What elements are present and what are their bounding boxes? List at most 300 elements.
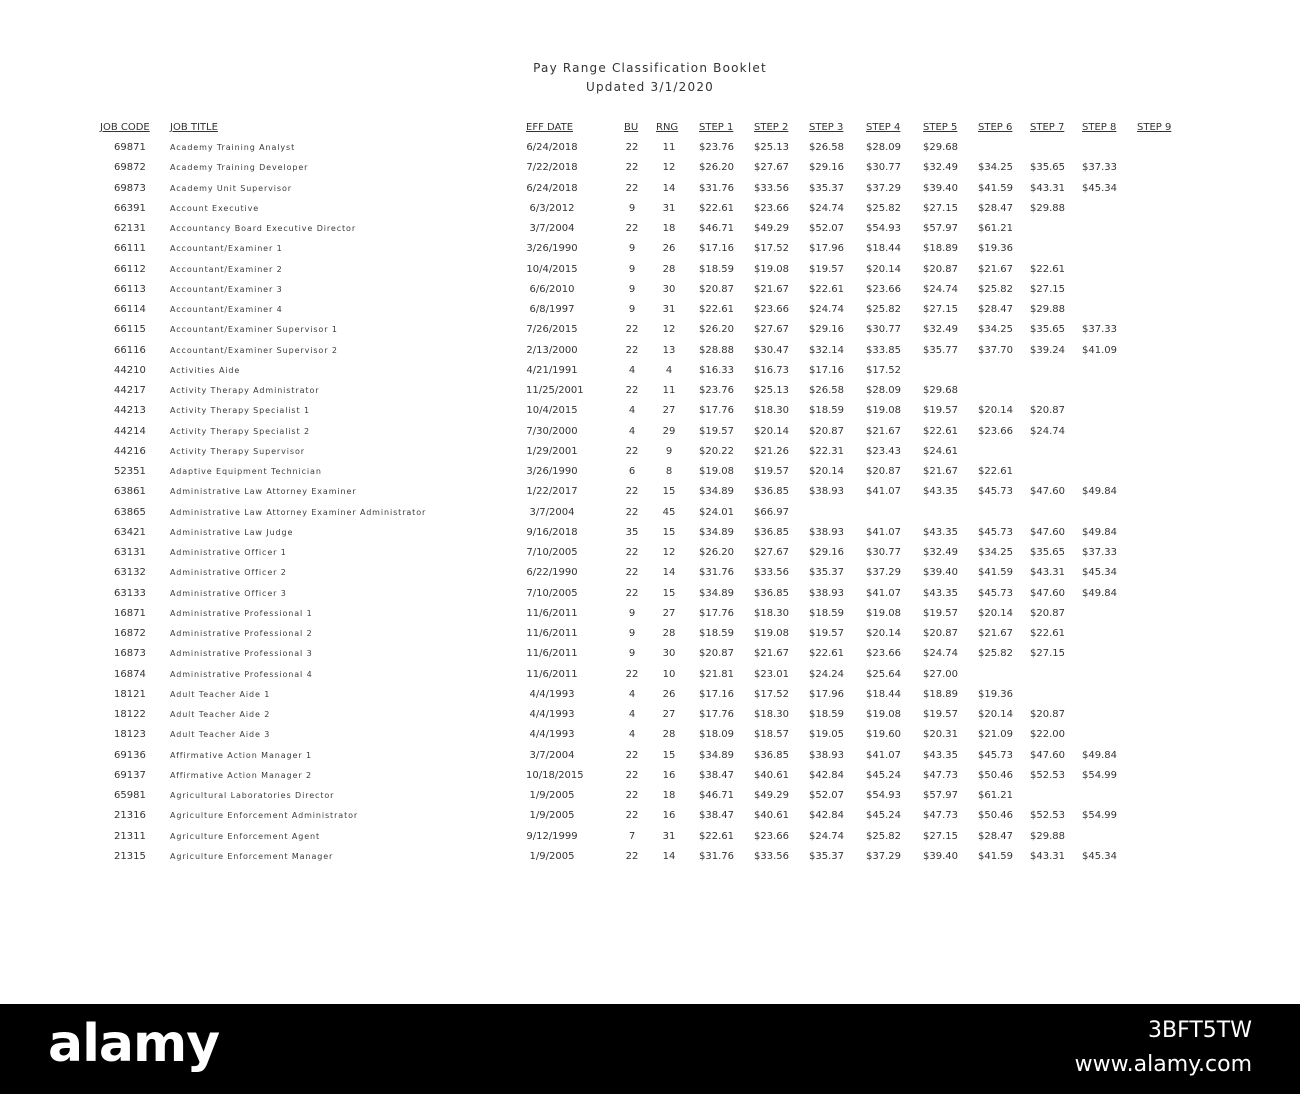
cell-step-1: $18.59: [699, 628, 734, 639]
cell-rng: 45: [662, 507, 676, 518]
cell-bu: 22: [625, 547, 639, 558]
cell-eff-date: 6/3/2012: [529, 203, 575, 214]
cell-step-5: $27.00: [923, 669, 958, 680]
cell-step-8: $45.34: [1082, 851, 1117, 862]
cell-step-7: $35.65: [1030, 324, 1065, 335]
cell-step-1: $34.89: [699, 588, 734, 599]
cell-step-6: $20.14: [978, 608, 1013, 619]
watermark-url: www.alamy.com: [1074, 1052, 1252, 1077]
cell-step-2: $20.14: [754, 426, 789, 437]
cell-step-2: $27.67: [754, 547, 789, 558]
cell-step-8: $49.84: [1082, 750, 1117, 761]
cell-step-4: $21.67: [866, 426, 901, 437]
cell-eff-date: 11/6/2011: [526, 628, 578, 639]
cell-step-7: $22.61: [1030, 628, 1065, 639]
cell-job-title: Adult Teacher Aide 1: [170, 690, 271, 699]
cell-step-7: $52.53: [1030, 810, 1065, 821]
cell-step-4: $19.60: [866, 729, 901, 740]
cell-bu: 4: [628, 426, 636, 437]
cell-step-5: $22.61: [923, 426, 958, 437]
cell-step-4: $25.64: [866, 669, 901, 680]
cell-eff-date: 1/22/2017: [526, 486, 578, 497]
cell-job-title: Accountancy Board Executive Director: [170, 224, 357, 233]
cell-step-5: $39.40: [923, 851, 958, 862]
cell-step-5: $27.15: [923, 304, 958, 315]
cell-rng: 18: [662, 223, 676, 234]
cell-bu: 9: [628, 284, 636, 295]
cell-job-title: Administrative Professional 2: [170, 629, 313, 638]
cell-bu: 22: [625, 324, 639, 335]
cell-job-title: Activity Therapy Administrator: [170, 386, 320, 395]
cell-rng: 28: [662, 264, 676, 275]
cell-step-7: $43.31: [1030, 183, 1065, 194]
cell-eff-date: 3/26/1990: [526, 466, 578, 477]
cell-step-5: $19.57: [923, 709, 958, 720]
cell-step-6: $28.47: [978, 304, 1013, 315]
cell-step-3: $18.59: [809, 608, 844, 619]
cell-step-5: $35.77: [923, 345, 958, 356]
cell-step-5: $20.31: [923, 729, 958, 740]
cell-step-5: $32.49: [923, 324, 958, 335]
cell-bu: 22: [625, 790, 639, 801]
cell-rng: 18: [662, 790, 676, 801]
image-id: 3BFT5TW: [1148, 1018, 1252, 1043]
cell-step-7: $29.88: [1030, 831, 1065, 842]
cell-step-7: $47.60: [1030, 588, 1065, 599]
cell-job-code: 62131: [114, 223, 146, 234]
cell-step-3: $18.59: [809, 405, 844, 416]
cell-step-7: $47.60: [1030, 486, 1065, 497]
cell-step-4: $45.24: [866, 810, 901, 821]
cell-step-1: $34.89: [699, 486, 734, 497]
cell-step-2: $40.61: [754, 810, 789, 821]
cell-step-6: $37.70: [978, 345, 1013, 356]
cell-step-2: $66.97: [754, 507, 789, 518]
cell-step-2: $36.85: [754, 588, 789, 599]
column-header-step-4: STEP 4: [866, 122, 901, 133]
cell-job-code: 66111: [114, 243, 146, 254]
cell-bu: 4: [628, 709, 636, 720]
cell-step-8: $49.84: [1082, 588, 1117, 599]
cell-step-4: $54.93: [866, 790, 901, 801]
cell-bu: 9: [628, 304, 636, 315]
cell-rng: 12: [662, 324, 676, 335]
cell-step-4: $45.24: [866, 770, 901, 781]
cell-step-3: $38.93: [809, 527, 844, 538]
cell-step-6: $45.73: [978, 527, 1013, 538]
cell-step-4: $18.44: [866, 243, 901, 254]
column-header-step-8: STEP 8: [1082, 122, 1117, 133]
cell-step-7: $22.61: [1030, 264, 1065, 275]
cell-step-3: $52.07: [809, 223, 844, 234]
cell-job-title: Affirmative Action Manager 2: [170, 771, 312, 780]
cell-rng: 28: [662, 729, 676, 740]
cell-step-5: $32.49: [923, 162, 958, 173]
cell-step-2: $36.85: [754, 750, 789, 761]
cell-step-5: $47.73: [923, 770, 958, 781]
cell-eff-date: 3/26/1990: [526, 243, 578, 254]
cell-step-5: $20.87: [923, 264, 958, 275]
cell-job-title: Administrative Professional 1: [170, 609, 313, 618]
cell-step-5: $43.35: [923, 750, 958, 761]
cell-job-title: Academy Training Developer: [170, 163, 309, 172]
cell-step-6: $50.46: [978, 810, 1013, 821]
cell-step-7: $52.53: [1030, 770, 1065, 781]
cell-rng: 15: [662, 750, 676, 761]
cell-job-code: 18123: [114, 729, 146, 740]
cell-rng: 14: [662, 183, 676, 194]
cell-step-7: $24.74: [1030, 426, 1065, 437]
cell-step-2: $21.67: [754, 284, 789, 295]
column-header-step-1: STEP 1: [699, 122, 734, 133]
cell-rng: 26: [662, 243, 676, 254]
cell-rng: 26: [662, 689, 676, 700]
cell-bu: 22: [625, 770, 639, 781]
cell-step-4: $20.87: [866, 466, 901, 477]
cell-step-7: $20.87: [1030, 608, 1065, 619]
cell-step-6: $41.59: [978, 183, 1013, 194]
cell-step-1: $17.76: [699, 405, 734, 416]
cell-bu: 9: [628, 628, 636, 639]
cell-step-3: $35.37: [809, 183, 844, 194]
cell-step-6: $28.47: [978, 831, 1013, 842]
cell-step-2: $19.08: [754, 264, 789, 275]
cell-step-8: $41.09: [1082, 345, 1117, 356]
cell-bu: 6: [628, 466, 636, 477]
cell-step-6: $21.67: [978, 264, 1013, 275]
cell-eff-date: 4/4/1993: [529, 689, 575, 700]
cell-step-4: $20.14: [866, 628, 901, 639]
column-header-step-9: STEP 9: [1137, 122, 1172, 133]
cell-rng: 4: [665, 365, 673, 376]
cell-step-3: $52.07: [809, 790, 844, 801]
cell-bu: 4: [628, 729, 636, 740]
cell-job-code: 66116: [114, 345, 146, 356]
cell-step-1: $24.01: [699, 507, 734, 518]
cell-bu: 22: [625, 851, 639, 862]
cell-rng: 27: [662, 608, 676, 619]
column-header-step-7: STEP 7: [1030, 122, 1065, 133]
cell-step-1: $17.16: [699, 243, 734, 254]
cell-bu: 9: [628, 648, 636, 659]
cell-bu: 22: [625, 223, 639, 234]
cell-job-title: Activities Aide: [170, 366, 241, 375]
cell-job-code: 63861: [114, 486, 146, 497]
column-header-eff-date: EFF DATE: [526, 122, 574, 133]
cell-bu: 22: [625, 486, 639, 497]
cell-step-5: $24.74: [923, 284, 958, 295]
cell-eff-date: 1/9/2005: [529, 790, 575, 801]
cell-step-2: $33.56: [754, 183, 789, 194]
cell-step-7: $29.88: [1030, 304, 1065, 315]
cell-step-6: $34.25: [978, 162, 1013, 173]
column-header-job-code: JOB CODE: [100, 122, 150, 133]
cell-rng: 12: [662, 162, 676, 173]
cell-eff-date: 3/7/2004: [529, 507, 575, 518]
cell-step-6: $45.73: [978, 486, 1013, 497]
cell-bu: 22: [625, 142, 639, 153]
cell-rng: 29: [662, 426, 676, 437]
cell-step-5: $39.40: [923, 567, 958, 578]
cell-bu: 22: [625, 750, 639, 761]
cell-step-1: $23.76: [699, 385, 734, 396]
cell-job-title: Accountant/Examiner 4: [170, 305, 283, 314]
cell-eff-date: 9/12/1999: [526, 831, 578, 842]
cell-step-1: $23.76: [699, 142, 734, 153]
page-subtitle: Updated 3/1/2020: [586, 80, 714, 94]
cell-step-3: $20.14: [809, 466, 844, 477]
cell-bu: 22: [625, 567, 639, 578]
cell-job-code: 18122: [114, 709, 146, 720]
cell-step-3: $29.16: [809, 162, 844, 173]
cell-rng: 15: [662, 588, 676, 599]
cell-job-code: 69872: [114, 162, 146, 173]
cell-job-code: 66115: [114, 324, 146, 335]
cell-rng: 28: [662, 628, 676, 639]
column-header-rng: RNG: [656, 122, 679, 133]
cell-step-2: $49.29: [754, 223, 789, 234]
cell-step-2: $25.13: [754, 142, 789, 153]
cell-step-2: $18.30: [754, 608, 789, 619]
cell-job-code: 44216: [114, 446, 146, 457]
cell-step-3: $17.96: [809, 243, 844, 254]
cell-step-6: $50.46: [978, 770, 1013, 781]
cell-step-1: $19.08: [699, 466, 734, 477]
cell-step-5: $24.74: [923, 648, 958, 659]
cell-step-5: $43.35: [923, 588, 958, 599]
cell-eff-date: 7/10/2005: [526, 588, 578, 599]
cell-rng: 27: [662, 405, 676, 416]
cell-step-4: $41.07: [866, 527, 901, 538]
cell-bu: 9: [628, 203, 636, 214]
cell-bu: 4: [628, 365, 636, 376]
cell-step-5: $18.89: [923, 689, 958, 700]
cell-job-code: 69136: [114, 750, 146, 761]
cell-eff-date: 3/7/2004: [529, 750, 575, 761]
column-header-step-5: STEP 5: [923, 122, 958, 133]
cell-job-code: 44213: [114, 405, 146, 416]
cell-step-2: $23.66: [754, 203, 789, 214]
cell-step-3: $17.16: [809, 365, 844, 376]
cell-step-1: $22.61: [699, 831, 734, 842]
cell-step-2: $21.26: [754, 446, 789, 457]
cell-rng: 8: [665, 466, 673, 477]
cell-step-1: $46.71: [699, 223, 734, 234]
cell-job-title: Activity Therapy Supervisor: [170, 447, 305, 456]
cell-step-3: $26.58: [809, 385, 844, 396]
cell-step-3: $38.93: [809, 486, 844, 497]
cell-job-code: 69873: [114, 183, 146, 194]
cell-step-6: $21.67: [978, 628, 1013, 639]
cell-step-4: $19.08: [866, 405, 901, 416]
cell-step-4: $23.66: [866, 284, 901, 295]
cell-step-2: $36.85: [754, 527, 789, 538]
cell-step-1: $31.76: [699, 851, 734, 862]
cell-job-code: 16874: [114, 669, 146, 680]
cell-bu: 9: [628, 608, 636, 619]
cell-bu: 9: [628, 243, 636, 254]
cell-eff-date: 1/9/2005: [529, 810, 575, 821]
cell-step-6: $23.66: [978, 426, 1013, 437]
cell-rng: 31: [662, 203, 676, 214]
cell-job-code: 16873: [114, 648, 146, 659]
cell-step-4: $41.07: [866, 588, 901, 599]
cell-step-8: $37.33: [1082, 324, 1117, 335]
cell-step-1: $38.47: [699, 810, 734, 821]
cell-step-5: $47.73: [923, 810, 958, 821]
cell-rng: 13: [662, 345, 676, 356]
cell-step-4: $30.77: [866, 324, 901, 335]
cell-step-3: $22.61: [809, 284, 844, 295]
cell-bu: 22: [625, 183, 639, 194]
cell-step-3: $24.74: [809, 304, 844, 315]
cell-step-5: $27.15: [923, 831, 958, 842]
cell-eff-date: 6/24/2018: [526, 183, 578, 194]
cell-job-code: 69871: [114, 142, 146, 153]
cell-job-title: Agricultural Laboratories Director: [170, 791, 335, 800]
cell-step-4: $25.82: [866, 203, 901, 214]
cell-step-7: $39.24: [1030, 345, 1065, 356]
cell-step-6: $19.36: [978, 243, 1013, 254]
cell-rng: 31: [662, 831, 676, 842]
cell-step-1: $18.09: [699, 729, 734, 740]
alamy-logo: alamy: [48, 1014, 220, 1074]
cell-step-1: $22.61: [699, 304, 734, 315]
cell-step-6: $34.25: [978, 324, 1013, 335]
cell-rng: 16: [662, 810, 676, 821]
cell-step-5: $32.49: [923, 547, 958, 558]
column-header-job-title: JOB TITLE: [170, 122, 218, 133]
cell-step-5: $19.57: [923, 608, 958, 619]
cell-step-4: $30.77: [866, 162, 901, 173]
cell-step-7: $20.87: [1030, 405, 1065, 416]
cell-step-6: $21.09: [978, 729, 1013, 740]
cell-job-title: Adult Teacher Aide 3: [170, 730, 271, 739]
cell-step-6: $19.36: [978, 689, 1013, 700]
cell-step-1: $17.76: [699, 608, 734, 619]
cell-step-8: $45.34: [1082, 567, 1117, 578]
cell-step-4: $41.07: [866, 486, 901, 497]
cell-step-7: $35.65: [1030, 162, 1065, 173]
cell-job-title: Administrative Professional 4: [170, 670, 313, 679]
cell-step-2: $33.56: [754, 567, 789, 578]
cell-rng: 14: [662, 567, 676, 578]
column-header-step-2: STEP 2: [754, 122, 789, 133]
cell-job-code: 66113: [114, 284, 146, 295]
cell-rng: 30: [662, 648, 676, 659]
cell-step-1: $17.76: [699, 709, 734, 720]
cell-step-4: $37.29: [866, 567, 901, 578]
cell-rng: 27: [662, 709, 676, 720]
cell-step-7: $47.60: [1030, 527, 1065, 538]
cell-step-6: $45.73: [978, 588, 1013, 599]
cell-rng: 16: [662, 770, 676, 781]
cell-step-2: $23.66: [754, 831, 789, 842]
cell-job-code: 66391: [114, 203, 146, 214]
cell-job-code: 66114: [114, 304, 146, 315]
cell-step-2: $19.57: [754, 466, 789, 477]
cell-job-code: 63132: [114, 567, 146, 578]
cell-eff-date: 3/7/2004: [529, 223, 575, 234]
cell-step-5: $21.67: [923, 466, 958, 477]
cell-step-4: $23.66: [866, 648, 901, 659]
cell-step-2: $23.66: [754, 304, 789, 315]
cell-step-7: $47.60: [1030, 750, 1065, 761]
cell-step-3: $38.93: [809, 588, 844, 599]
cell-bu: 4: [628, 689, 636, 700]
cell-rng: 10: [662, 669, 676, 680]
cell-job-title: Accountant/Examiner Supervisor 1: [170, 325, 338, 334]
cell-job-title: Agriculture Enforcement Administrator: [170, 811, 359, 820]
cell-job-title: Agriculture Enforcement Agent: [170, 832, 321, 841]
page-title: Pay Range Classification Booklet: [533, 61, 767, 75]
cell-step-1: $46.71: [699, 790, 734, 801]
cell-job-title: Academy Training Analyst: [170, 143, 296, 152]
cell-step-3: $26.58: [809, 142, 844, 153]
cell-step-3: $24.74: [809, 831, 844, 842]
cell-step-3: $32.14: [809, 345, 844, 356]
cell-step-5: $18.89: [923, 243, 958, 254]
cell-job-code: 63421: [114, 527, 146, 538]
cell-step-3: $18.59: [809, 709, 844, 720]
cell-step-8: $37.33: [1082, 162, 1117, 173]
cell-step-3: $24.24: [809, 669, 844, 680]
cell-job-title: Administrative Law Attorney Examiner Administrator: [170, 508, 427, 517]
cell-step-6: $34.25: [978, 547, 1013, 558]
cell-bu: 22: [625, 446, 639, 457]
cell-step-7: $43.31: [1030, 851, 1065, 862]
cell-job-code: 44217: [114, 385, 146, 396]
cell-step-2: $49.29: [754, 790, 789, 801]
cell-step-1: $19.57: [699, 426, 734, 437]
cell-step-3: $42.84: [809, 810, 844, 821]
cell-job-code: 63133: [114, 588, 146, 599]
cell-step-5: $43.35: [923, 527, 958, 538]
cell-step-4: $37.29: [866, 851, 901, 862]
cell-step-5: $29.68: [923, 142, 958, 153]
cell-eff-date: 7/10/2005: [526, 547, 578, 558]
cell-step-1: $26.20: [699, 324, 734, 335]
cell-step-2: $16.73: [754, 365, 789, 376]
cell-step-3: $20.87: [809, 426, 844, 437]
cell-step-1: $17.16: [699, 689, 734, 700]
cell-step-1: $20.22: [699, 446, 734, 457]
cell-job-title: Administrative Officer 3: [170, 589, 287, 598]
cell-step-1: $16.33: [699, 365, 734, 376]
cell-step-3: $35.37: [809, 567, 844, 578]
cell-step-6: $20.14: [978, 405, 1013, 416]
cell-step-2: $21.67: [754, 648, 789, 659]
cell-step-3: $19.57: [809, 264, 844, 275]
cell-job-code: 44210: [114, 365, 146, 376]
cell-step-7: $20.87: [1030, 709, 1065, 720]
cell-eff-date: 2/13/2000: [526, 345, 578, 356]
cell-step-6: $25.82: [978, 648, 1013, 659]
cell-job-title: Activity Therapy Specialist 1: [170, 406, 310, 415]
cell-step-4: $33.85: [866, 345, 901, 356]
cell-job-title: Administrative Officer 1: [170, 548, 287, 557]
cell-step-8: $45.34: [1082, 183, 1117, 194]
cell-step-2: $40.61: [754, 770, 789, 781]
cell-bu: 22: [625, 345, 639, 356]
cell-step-5: $57.97: [923, 790, 958, 801]
cell-step-5: $19.57: [923, 405, 958, 416]
cell-job-title: Adult Teacher Aide 2: [170, 710, 271, 719]
cell-job-code: 16871: [114, 608, 146, 619]
cell-step-4: $19.08: [866, 709, 901, 720]
cell-rng: 12: [662, 547, 676, 558]
cell-step-3: $24.74: [809, 203, 844, 214]
